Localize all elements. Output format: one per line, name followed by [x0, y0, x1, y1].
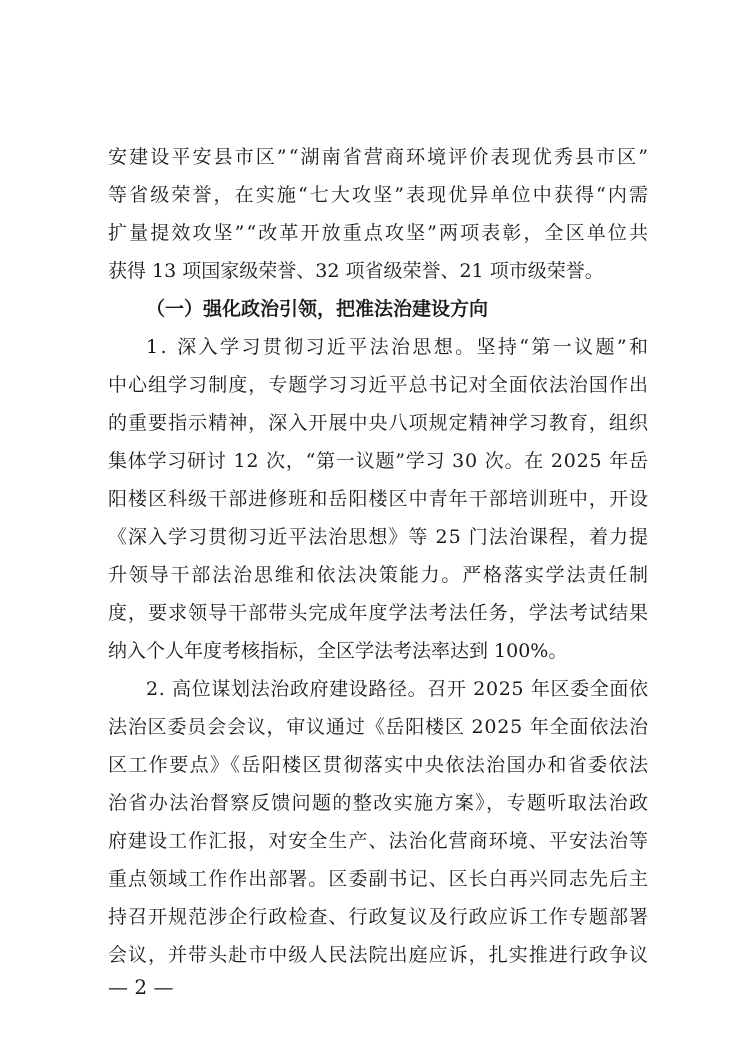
page-number: — 2 — — [108, 975, 174, 999]
text-line: 获得 13 项国家级荣誉、32 项省级荣誉、21 项市级荣誉。 — [108, 260, 604, 282]
text-line: 等省级荣誉，在实施“七大攻坚”表现优异单位中获得“内需 — [108, 184, 651, 206]
text-line: 区工作要点》《岳阳楼区贯彻落实中央依法治国办和省委依法 — [108, 754, 650, 776]
text-line: 集体学习研讨 12 次，“第一议题”学习 30 次。在 2025 年岳 — [108, 450, 649, 472]
text-line: 持召开规范涉企行政检查、行政复议及行政应诉工作专题部署 — [108, 906, 650, 928]
text-line: 安建设平安县市区”“湖南省营商环境评价表现优秀县市区” — [108, 146, 651, 168]
text-line: 的重要指示精神，深入开展中央八项规定精神学习教育，组织 — [108, 412, 650, 434]
text-line: 中心组学习制度，专题学习习近平总书记对全面依法治国作出 — [108, 374, 650, 396]
text-line: 1. 深入学习贯彻习近平法治思想。坚持“第一议题”和 — [146, 336, 651, 358]
text-line: 扩量提效攻坚”“改革开放重点攻坚”两项表彰，全区单位共 — [108, 222, 651, 244]
section-heading: （一）强化政治引领，把准法治建设方向 — [146, 298, 489, 320]
text-line: 治省办法治督察反馈问题的整改实施方案》，专题听取法治政 — [108, 792, 650, 814]
text-line: 2. 高位谋划法治政府建设路径。召开 2025 年区委全面依 — [146, 678, 649, 700]
text-line: 府建设工作汇报，对安全生产、法治化营商环境、平安法治等 — [108, 830, 650, 852]
text-line: 升领导干部法治思维和依法决策能力。严格落实学法责任制 — [108, 564, 650, 586]
text-line: 会议，并带头赴市中级人民法院出庭应诉，扎实推进行政争议 — [108, 944, 650, 966]
text-line: 重点领域工作作出部署。区委副书记、区长白再兴同志先后主 — [108, 868, 650, 890]
text-line: 阳楼区科级干部进修班和岳阳楼区中青年干部培训班中，开设 — [108, 488, 650, 510]
text-line: 《深入学习贯彻习近平法治思想》等 25 门法治课程，着力提 — [108, 526, 650, 548]
text-line: 度，要求领导干部带头完成年度学法考法任务，学法考试结果 — [108, 602, 650, 624]
text-line: 纳入个人年度考核指标，全区学法考法率达到 100%。 — [108, 640, 568, 662]
text-line: 法治区委员会会议，审议通过《岳阳楼区 2025 年全面依法治 — [108, 716, 649, 738]
